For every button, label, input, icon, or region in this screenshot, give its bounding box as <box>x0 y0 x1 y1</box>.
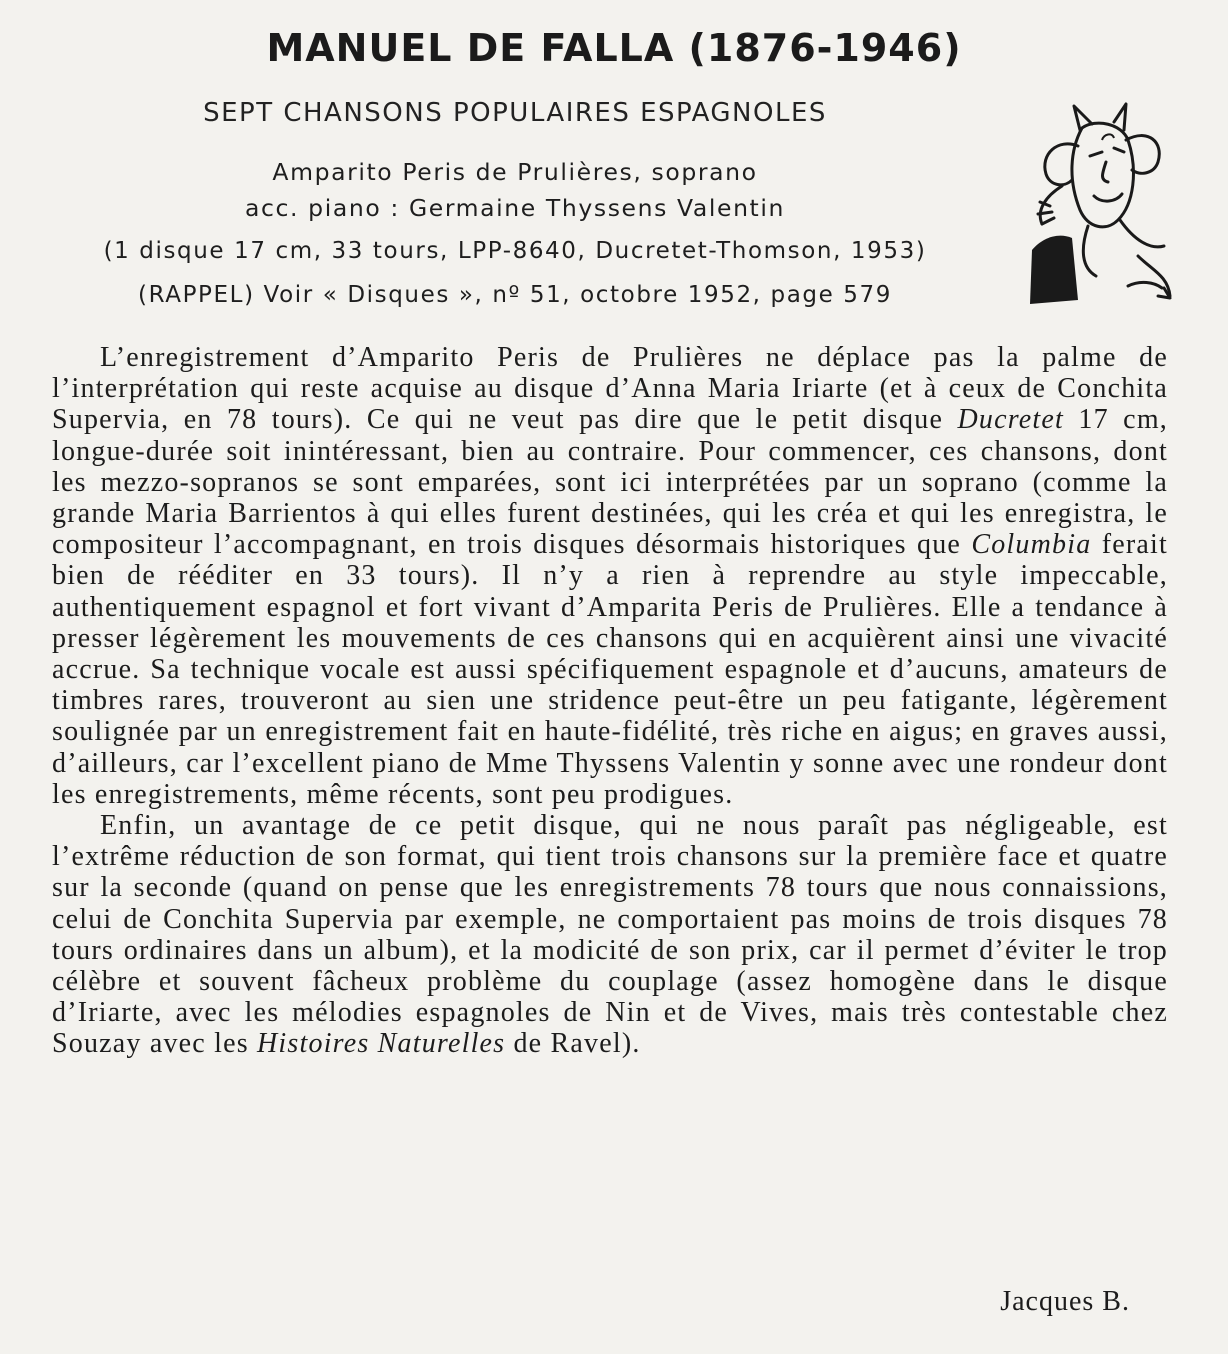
paragraph-1 <box>52 342 1168 810</box>
paragraph-1-text-a: L’enregistrement d’Amparito Peris de Prulières ne déplace pas la palme de l’interprétation qui reste acquise au disque d’Anna Maria Iriarte (et à ceux de Conchita Supervia, en 78 tours). Ce qui ne veut pas dire que le petit disque <box>52 342 1168 436</box>
label-name-columbia: Columbia <box>971 529 1092 561</box>
performer-credit: Amparito Peris de Prulières, soprano <box>272 158 758 186</box>
devil-caricature-icon <box>1022 100 1172 310</box>
reminder-reference: (RAPPEL) Voir « Disques », nº 51, octobre 1952, page 579 <box>138 282 892 308</box>
record-info: (1 disque 17 cm, 33 tours, LPP-8640, Ducretet-Thomson, 1953) <box>103 238 927 264</box>
work-title-histoires-naturelles: Histoires Naturelles <box>257 1028 506 1060</box>
paragraph-2-text-a: Enfin, un avantage de ce petit disque, qui ne nous paraît pas négligeable, est l’extrême réduction de son format, qui tient trois chansons sur la première face et quatre sur la seconde (quand on pense que les enregistrements 78 tours que nous connaissions, celui de Conchita Supervia par exemple, ne comportaient pas moins de trois disques 78 tours ordinaires dans un album), et la modicité de son prix, car il permet d’éviter le trop célèbre et souvent fâcheux problème du couplage (assez homogène dans le disque d’Iriarte, avec les mélodies espagnoles de Nin et de Vives, mais très contestable chez Souzay avec les <box>52 810 1168 1060</box>
label-name-ducretet: Ducretet <box>957 404 1064 436</box>
author-signature: Jacques B. <box>1000 1286 1130 1317</box>
article-title: MANUEL DE FALLA (1876-1946) <box>266 26 962 70</box>
accompanist-credit: acc. piano : Germaine Thyssens Valentin <box>245 194 785 222</box>
paragraph-1-text-b: 17 cm, longue-durée soit inintéressant, bien au contraire. Pour commencer, ces chansons, dont les mezzo-sopranos se sont emparées, sont ici interprétées par un soprano (comme la grande Maria Barrientos à qui elles furent destinées, qui les créa et qui les enregistra, le compositeur l’accompagnant, en trois disques désormais historiques que <box>52 404 1168 561</box>
paragraph-2-text-b: de Ravel). <box>505 1028 641 1060</box>
work-title: SEPT CHANSONS POPULAIRES ESPAGNOLES <box>203 98 827 128</box>
paragraph-1-text-c: ferait bien de rééditer en 33 tours). Il n’y a rien à reprendre au style impeccable, authentiquement espagnol et fort vivant d’Amparita Peris de Prulières. Elle a tendance à presser légèrement les mouvements de ces chansons qui en acquièrent ainsi une vivacité accrue. Sa technique vocale est aussi spécifiquement espagnole et d’aucuns, amateurs de timbres rares, trouveront au sien une stridence peut-être un peu fatigante, légèrement soulignée par un enregistrement fait en haute-fidélité, très riche en aigus; en graves aussi, d’ailleurs, car l’excellent piano de Mme Thyssens Valentin y sonne avec une rondeur dont les enregistrements, même récents, sont peu prodigues. <box>52 529 1168 810</box>
paragraph-2 <box>52 810 1168 1060</box>
review-body <box>52 342 1168 1060</box>
